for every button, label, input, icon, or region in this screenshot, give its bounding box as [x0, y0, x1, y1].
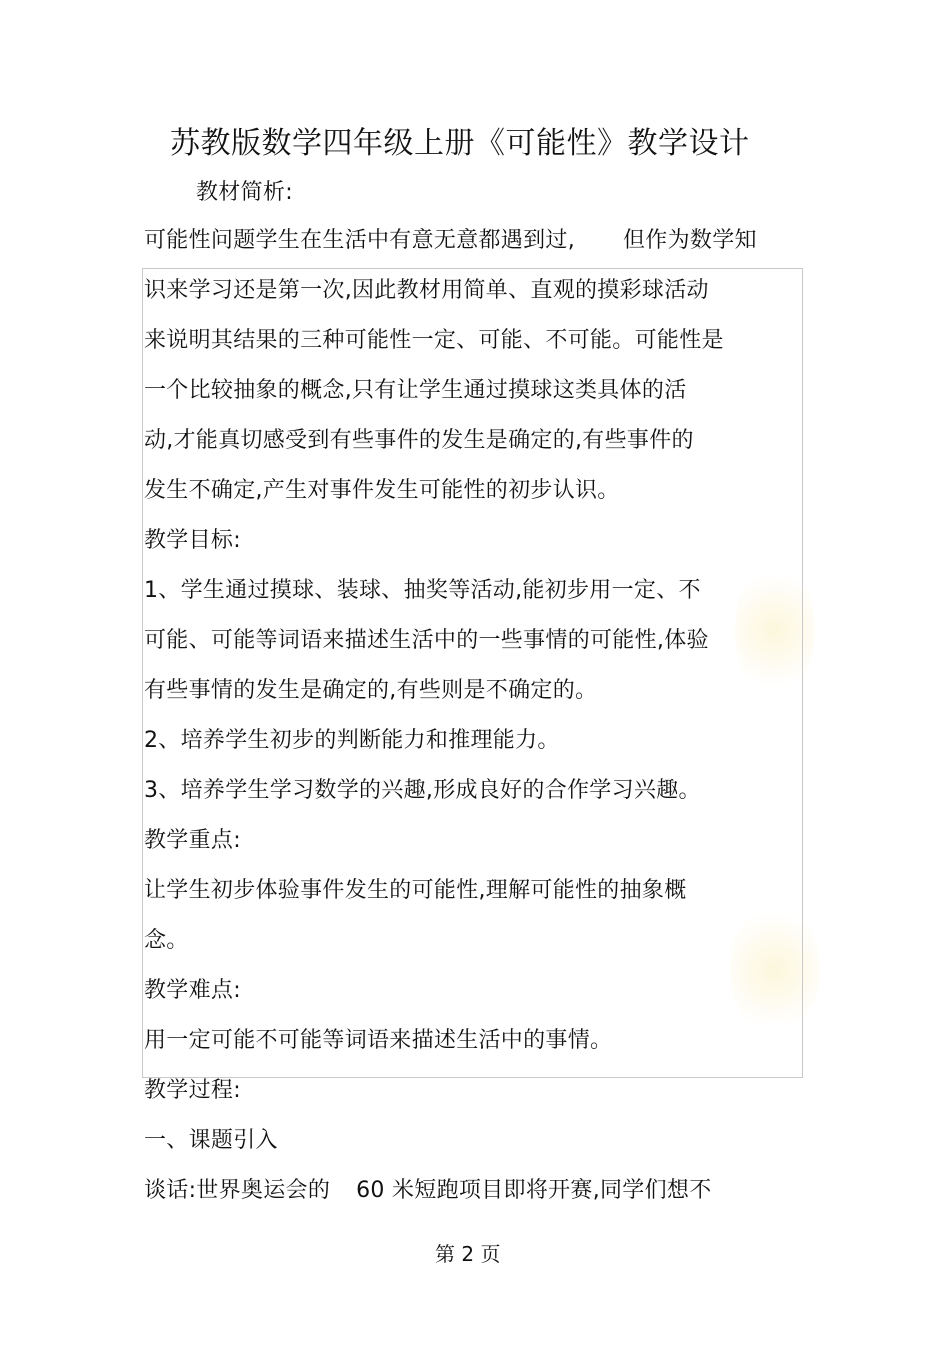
paragraph-line: 用一定可能不可能等词语来描述生活中的事情。 [144, 1028, 613, 1053]
list-item-line: 有些事情的发生是确定的,有些则是不确定的。 [144, 678, 598, 703]
paragraph-line: 识来学习还是第一次,因此教材用简单、直观的摸彩球活动 [144, 278, 709, 303]
document-title: 苏教版数学四年级上册《可能性》教学设计 [170, 126, 750, 161]
list-item: 3、培养学生学习数学的兴趣,形成良好的合作学习兴趣。 [144, 778, 701, 803]
list-item-line: 可能、可能等词语来描述生活中的一些事情的可能性,体验 [144, 628, 709, 653]
section-heading-difficulty: 教学难点: [144, 978, 241, 1003]
section-heading-process: 教学过程: [144, 1078, 241, 1103]
paragraph-line: 来说明其结果的三种可能性一定、可能、不可能。可能性是 [144, 328, 724, 353]
section-heading-material: 教材简析: [196, 180, 293, 205]
list-item: 2、培养学生初步的判断能力和推理能力。 [144, 728, 560, 753]
section-heading-key: 教学重点: [144, 828, 241, 853]
paragraph-text: 可能性问题学生在生活中有意无意都遇到过, [144, 228, 575, 253]
paragraph-line: 念。 [144, 928, 189, 953]
paragraph-text: 60 米短跑项目即将开赛,同学们想不 [356, 1178, 712, 1203]
list-item-line: 1、学生通过摸球、装球、抽奖等活动,能初步用一定、不 [144, 578, 701, 603]
subsection-heading: 一、课题引入 [144, 1128, 278, 1153]
paragraph-line [144, 1176, 712, 1206]
section-heading-goals: 教学目标: [144, 528, 241, 553]
paragraph-line [144, 226, 757, 256]
paragraph-line: 动,才能真切感受到有些事件的发生是确定的,有些事件的 [144, 428, 694, 453]
page-number: 第 2 页 [435, 1242, 501, 1266]
paragraph-text: 但作为数学知 [623, 228, 757, 253]
paragraph-line: 让学生初步体验事件发生的可能性,理解可能性的抽象概 [144, 878, 687, 903]
paragraph-line: 发生不确定,产生对事件发生可能性的初步认识。 [144, 478, 620, 503]
paragraph-line: 一个比较抽象的概念,只有让学生通过摸球这类具体的活 [144, 378, 687, 403]
paragraph-text: 谈话:世界奥运会的 [144, 1178, 331, 1203]
